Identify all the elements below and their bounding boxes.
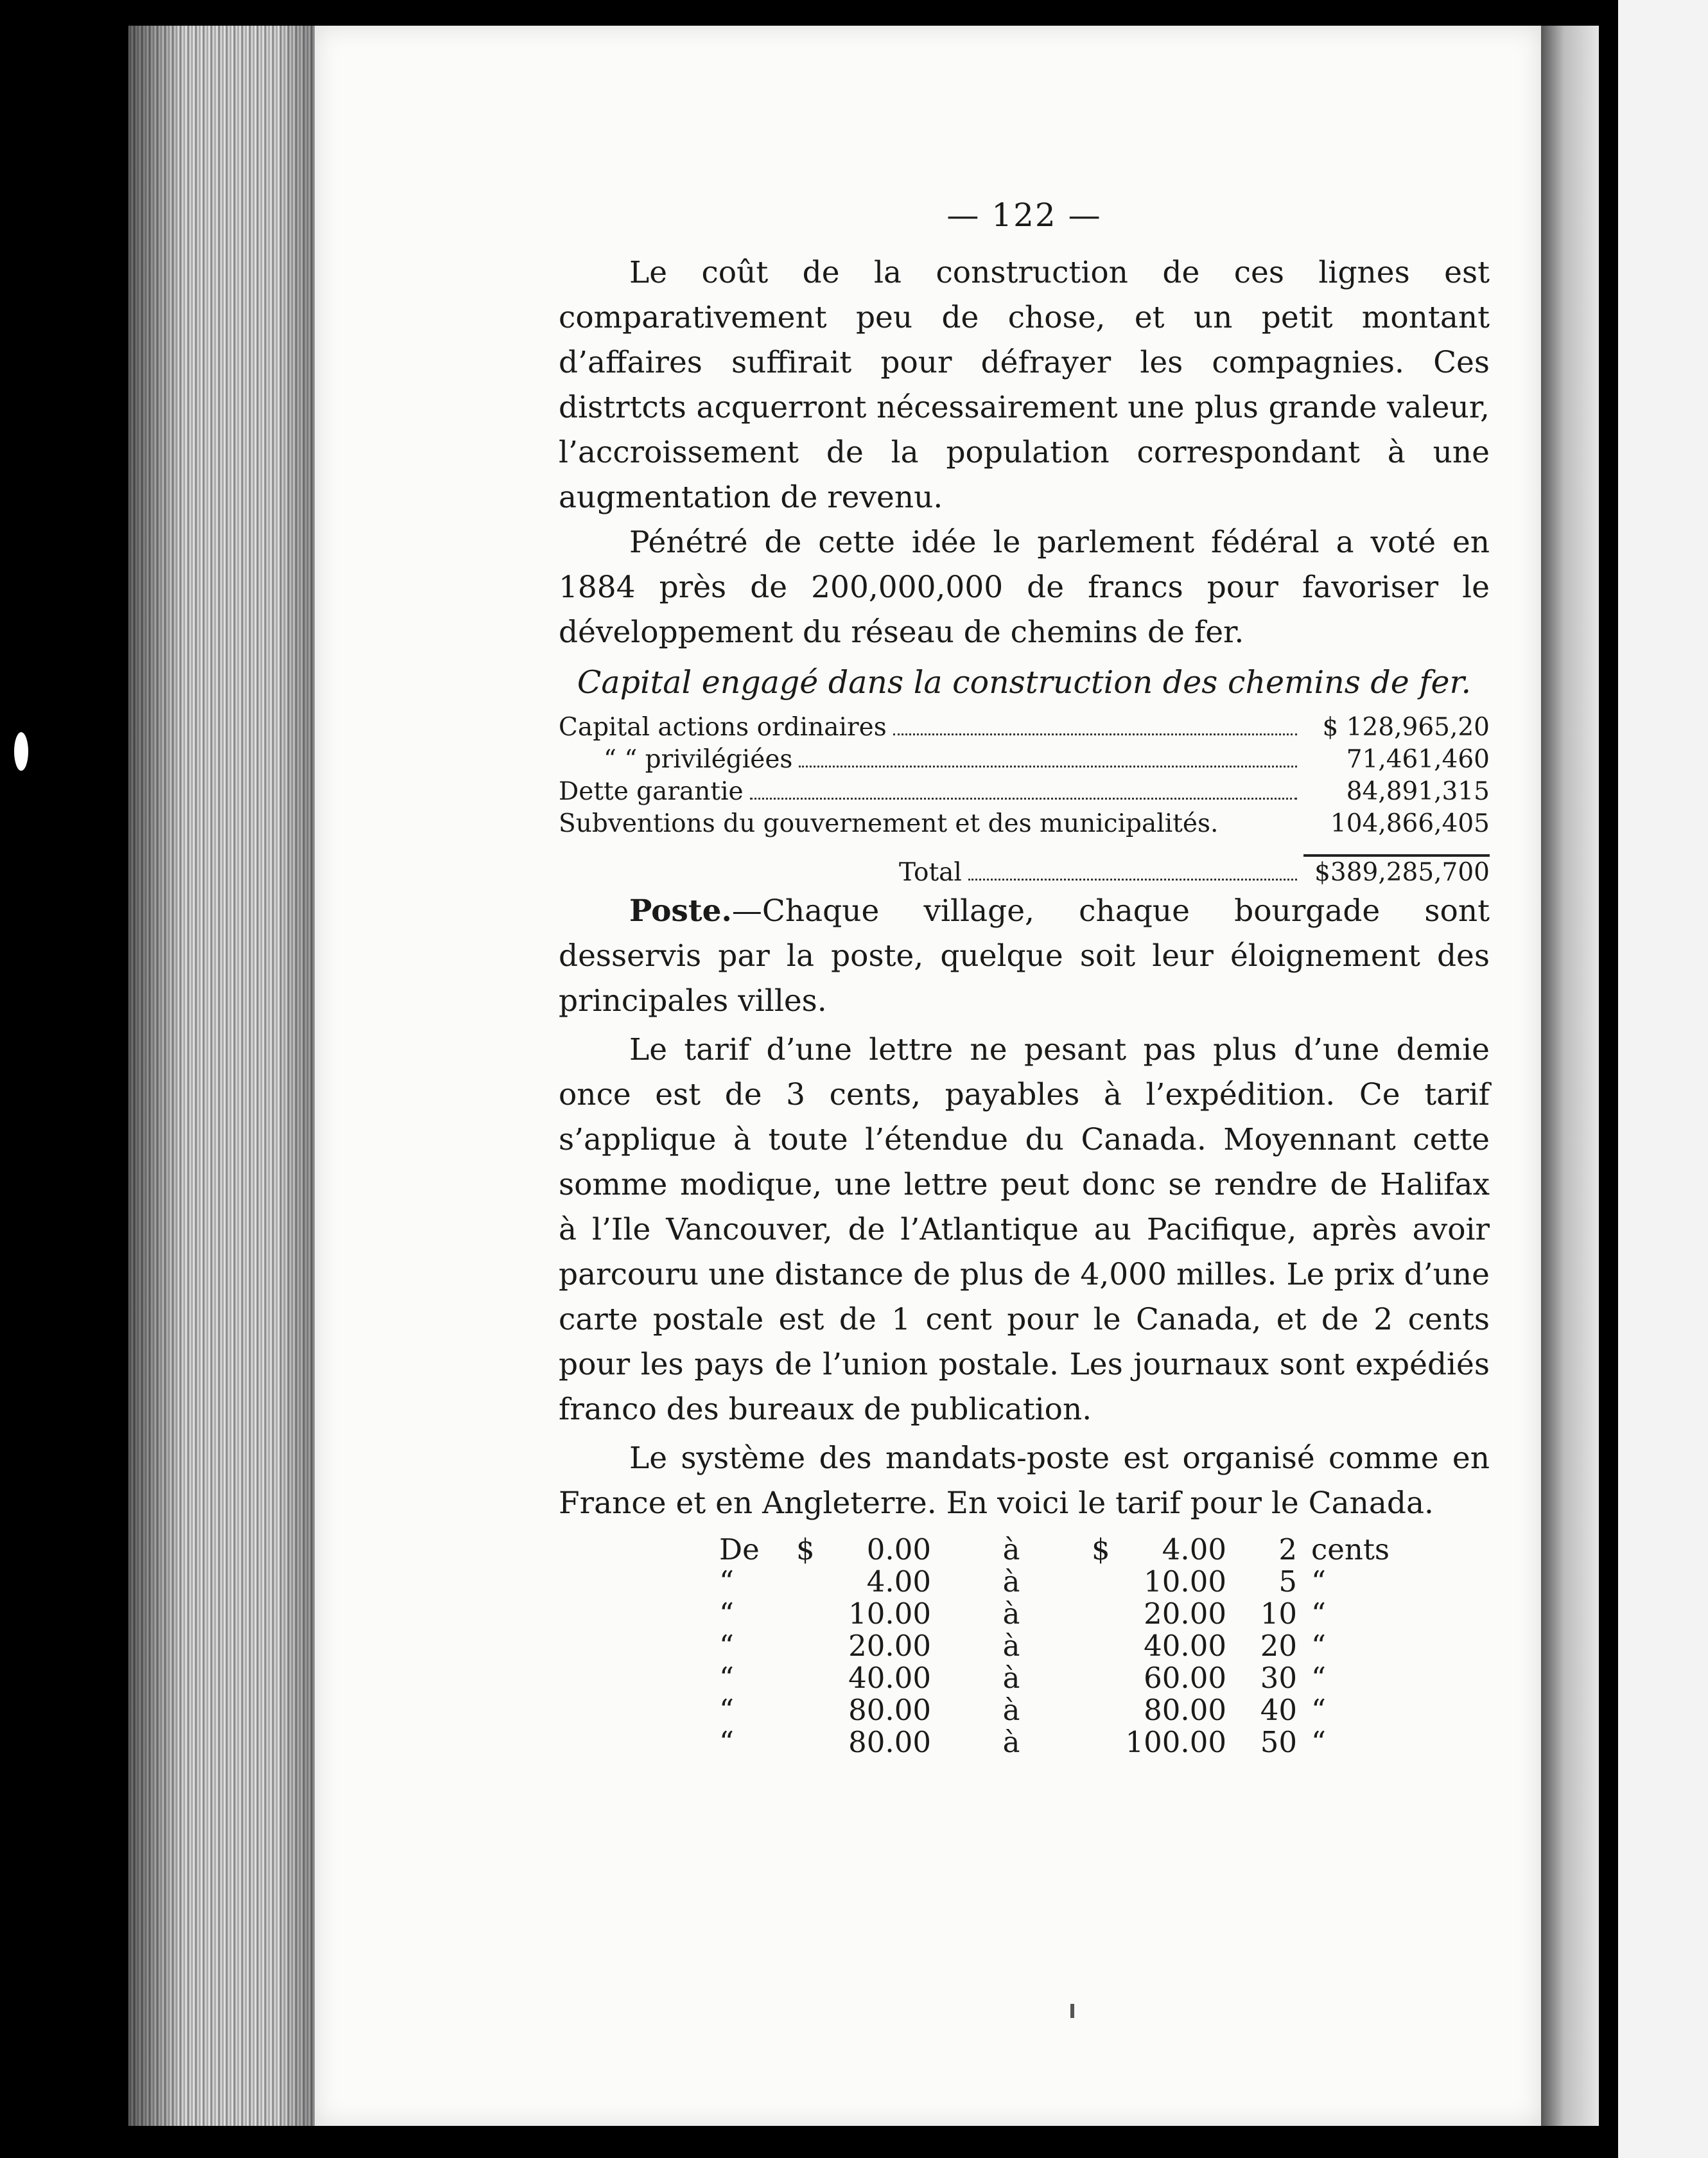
table-caption: Capital engagé dans la construction des chemins de fer. — [577, 664, 1472, 701]
capital-label: Capital actions ordinaires — [559, 713, 887, 742]
capital-value: $ 128,965,20 — [1322, 713, 1490, 742]
paragraph-cost: Le coût de la construction de ces lignes est comparativement peu de chose, et un petit montant d’affaires suffirait pour défrayer les compagnies. Ces distrtcts acquerront nécessairement une plus grande valeur, l’accroissement de la population correspondant à une augmentation de revenu. — [559, 255, 1490, 515]
total-row — [559, 855, 1490, 889]
capital-value: 71,461,460 — [1346, 745, 1490, 774]
table-row: “ 80.00 à 80.00 40 “ — [719, 1693, 1327, 1727]
capital-table — [559, 712, 1490, 889]
capital-label: “ “ privilégiées — [604, 745, 793, 774]
scan-mark-bottom — [1070, 2004, 1074, 2018]
page-gutter — [1541, 26, 1599, 2126]
capital-label: Subventions du gouvernement et des municipalités. — [559, 809, 1219, 838]
total-value: $389,285,700 — [1314, 858, 1490, 887]
table-row: De $ 0.00 à $ 4.00 2 cents — [719, 1532, 1390, 1566]
table-row: “ 10.00 à 20.00 10 “ — [719, 1597, 1327, 1631]
table-row: “ 20.00 à 40.00 20 “ — [719, 1629, 1327, 1663]
paragraph-tarif-lettre: Le tarif d’une lettre ne pesant pas plus d’une demie once est de 3 cents, payables à l’expédition. Ce tarif s’applique à toute l’étendue du Canada. Moyennant cette somme modique, une lettre peut donc se rendre de Halifax à l’Ile Vancouver, de l’Atlantique au Pacifique, après avoir parcouru une distance de plus de 4,000 milles. Le prix d’une carte postale est de 1 cent pour le Canada, et de 2 cents pour les pays de l’union postale. Les journaux sont expédiés franco des bureaux de publication. — [559, 1032, 1490, 1427]
adjacent-page — [1618, 0, 1708, 2158]
total-label: Total — [899, 858, 962, 887]
table-row: “ 40.00 à 60.00 30 “ — [719, 1661, 1327, 1695]
table-row: “ 4.00 à 10.00 5 “ — [719, 1565, 1327, 1599]
table-row — [559, 776, 1490, 808]
paragraph-poste — [559, 889, 1490, 1024]
table-row — [559, 744, 1490, 776]
page-content — [559, 193, 1490, 1759]
table-row — [559, 808, 1490, 840]
page-block-edge — [128, 26, 315, 2126]
paragraph-mandats: Le système des mandats-poste est organisé comme en France et en Angleterre. En voici le tarif pour le Canada. — [559, 1441, 1490, 1521]
scan-mark — [14, 732, 28, 771]
table-row — [559, 712, 1490, 744]
paragraph-parliament: Pénétré de cette idée le parlement fédéral a voté en 1884 près de 200,000,000 de francs pour favoriser le développement du réseau de chemins de fer. — [559, 525, 1490, 650]
tarif-table — [719, 1534, 1407, 1759]
poste-text: —Chaque village, chaque bourgade sont desservis par la poste, quelque soit leur éloignement des principales villes. — [559, 893, 1490, 1019]
capital-label: Dette garantie — [559, 777, 744, 806]
poste-heading: Poste. — [629, 893, 732, 929]
table-row: “ 80.00 à 100.00 50 “ — [719, 1725, 1327, 1759]
capital-value: 84,891,315 — [1346, 777, 1490, 806]
page-number: — 122 — — [946, 197, 1102, 234]
total-rule — [1303, 840, 1490, 855]
capital-value: 104,866,405 — [1330, 809, 1490, 838]
